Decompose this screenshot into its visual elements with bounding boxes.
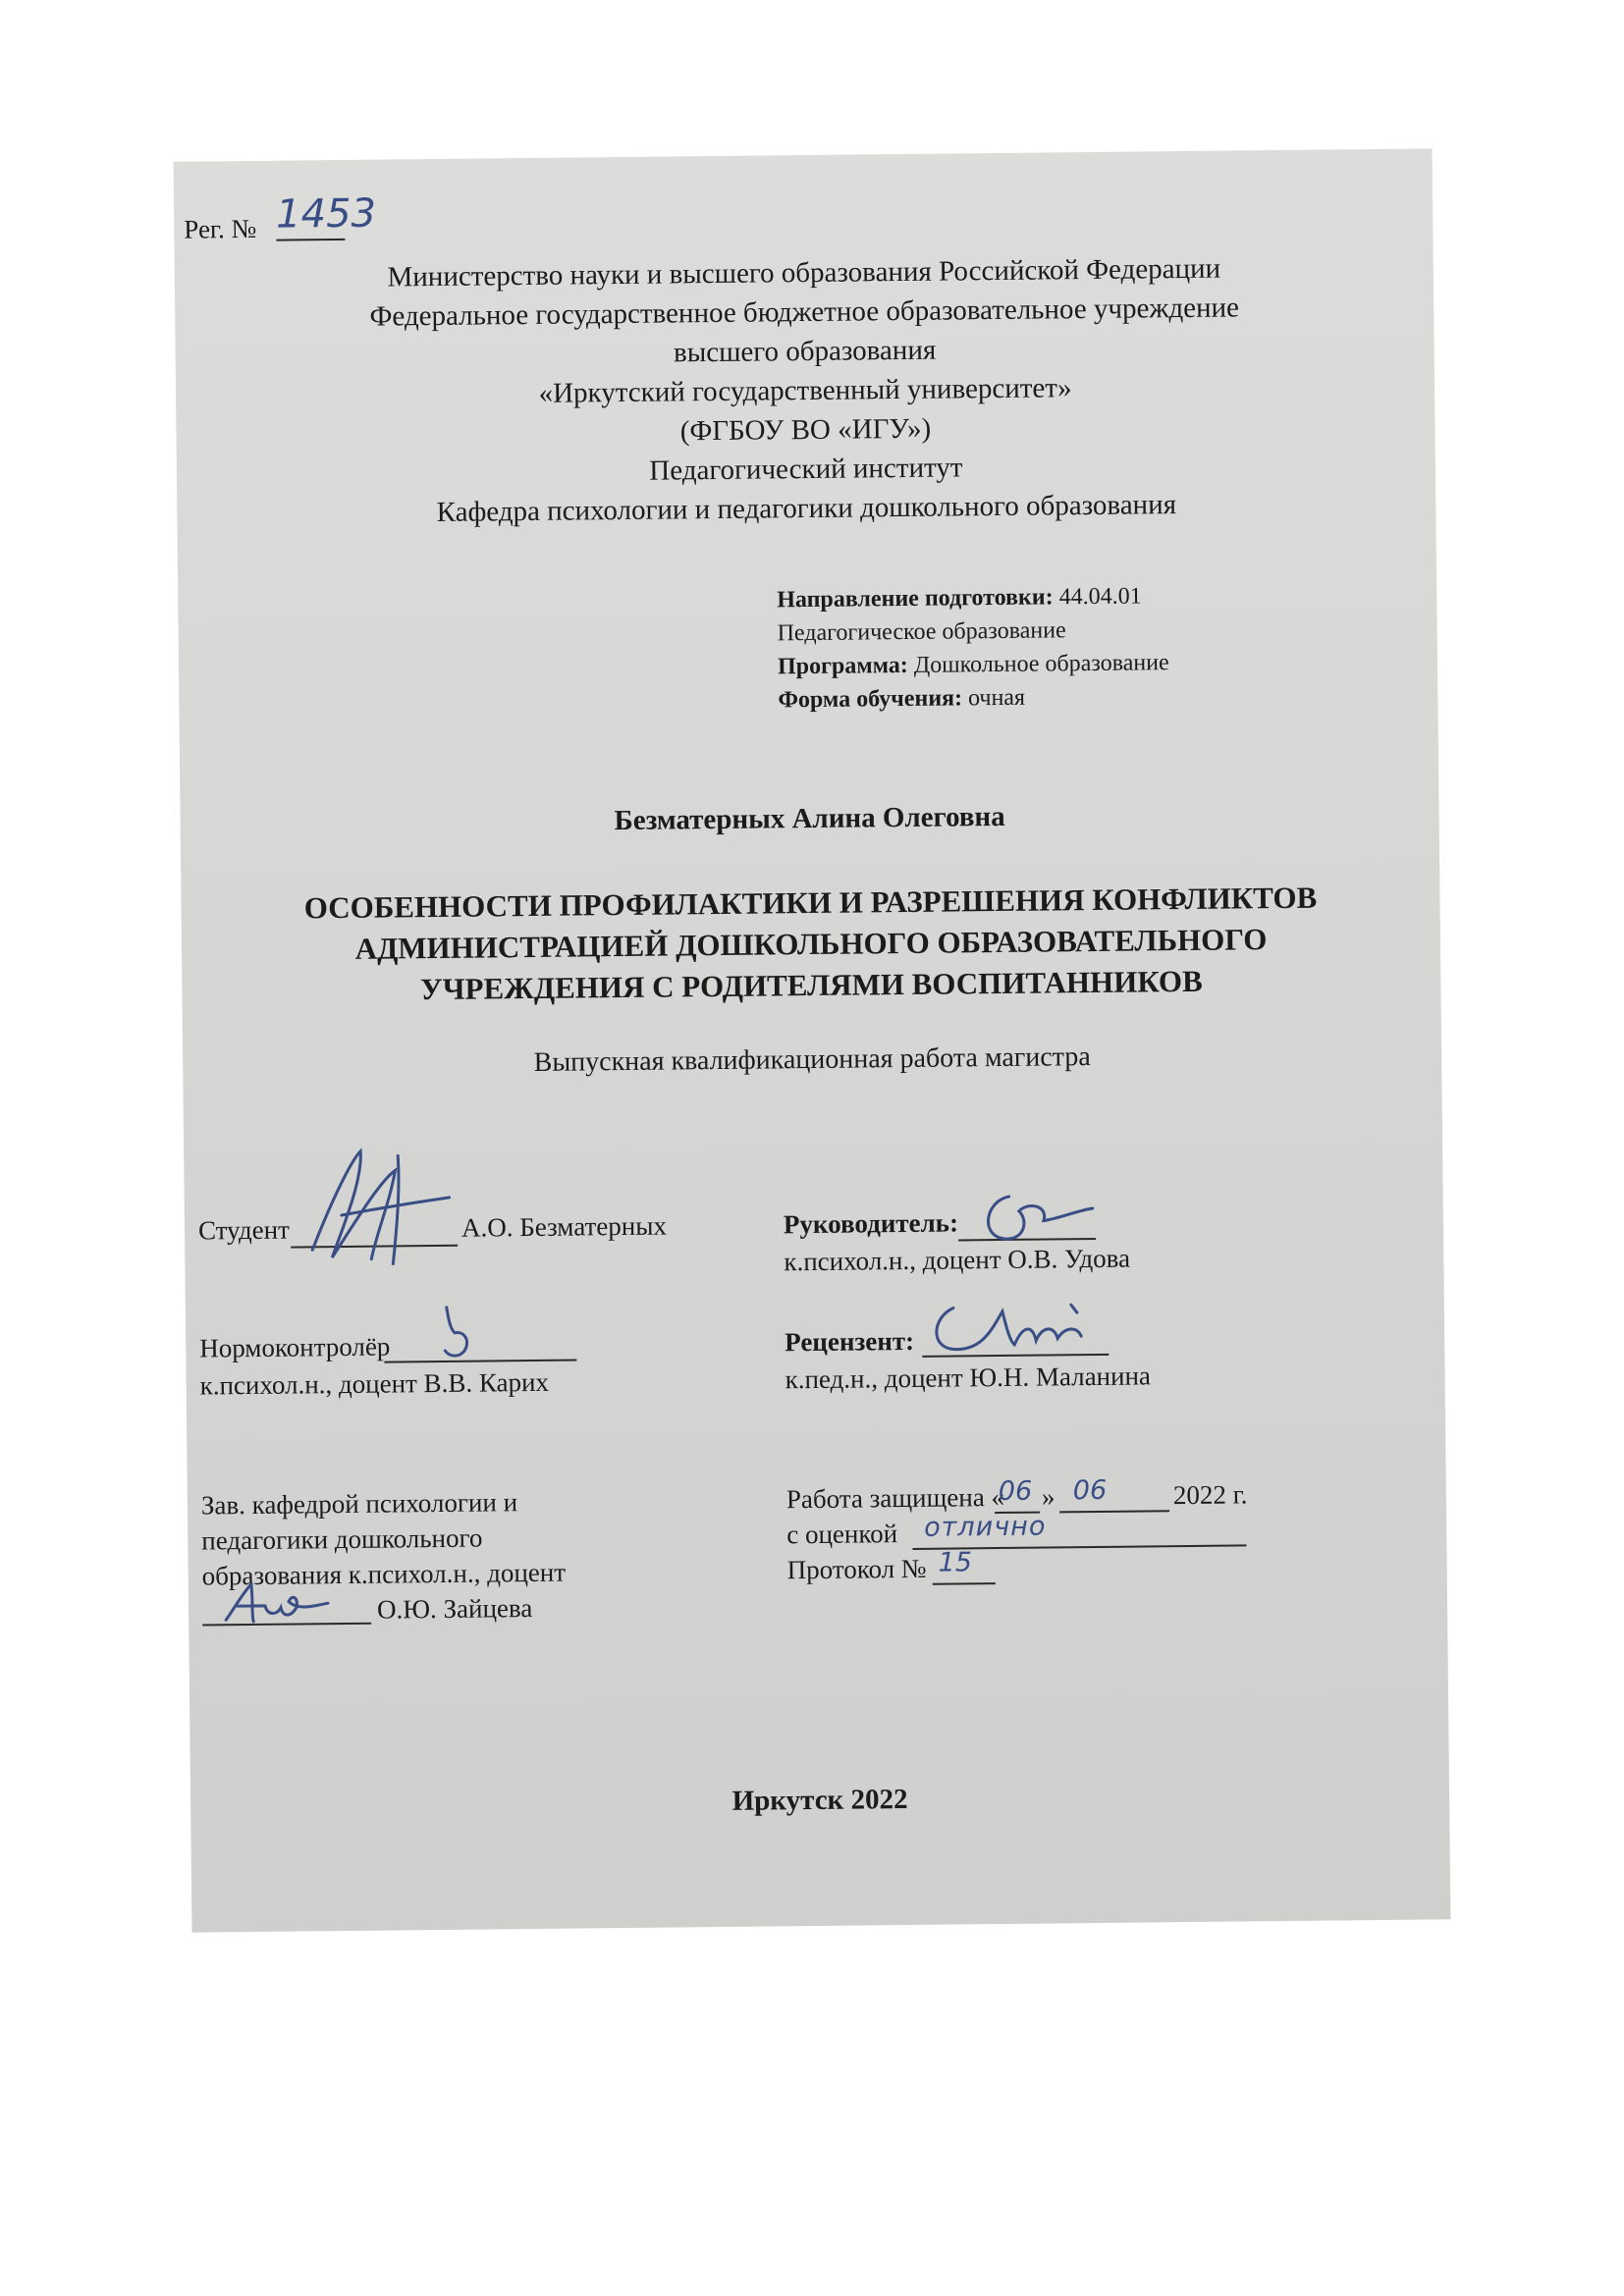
protocol-number: 15 (938, 1547, 973, 1578)
head-line-2: педагогики дошкольного (201, 1522, 483, 1556)
thesis-title-line-2: АДМИНИСТРАЦИЕЙ ДОШКОЛЬНОГО ОБРАЗОВАТЕЛЬНОГО (354, 922, 1268, 966)
reg-underline (276, 239, 345, 241)
supervisor-label: Руководитель: (783, 1207, 959, 1240)
defense-month-line (1059, 1510, 1169, 1513)
direction-label: Направление подготовки: (777, 584, 1054, 614)
head-line-1: Зав. кафедрой психологии и (200, 1487, 518, 1521)
program-label: Программа: (777, 652, 908, 680)
document-page (174, 148, 1451, 1932)
direction-name: Педагогическое образование (777, 617, 1066, 647)
normcontrol-signature (435, 1302, 485, 1367)
head-signature (218, 1575, 366, 1630)
program-value: Дошкольное образование (913, 650, 1169, 678)
reviewer-degree: к.пед.н., доцент Ю.Н. Маланина (785, 1361, 1152, 1395)
reviewer-label: Рецензент: (785, 1325, 915, 1358)
reg-number: 1453 (275, 190, 377, 238)
defense-prefix: Работа защищена « (785, 1481, 1005, 1515)
department-name: Кафедра психологии и педагогики дошкольного образования (436, 489, 1177, 528)
direction-line (777, 583, 1142, 614)
protocol-label: Протокол № (786, 1553, 927, 1585)
form-line (778, 685, 1025, 715)
student-signature (301, 1141, 460, 1270)
protocol-line (933, 1582, 996, 1585)
grade-label: с оценкой (786, 1519, 898, 1550)
form-label: Форма обучения: (778, 685, 963, 714)
head-line-3: образования к.психол.н., доцент (201, 1557, 567, 1591)
defense-year: 2022 г. (1172, 1479, 1248, 1511)
supervisor-degree: к.психол.н., доцент О.В. Удова (784, 1243, 1131, 1277)
university-name: «Иркутский государственный университет» (538, 372, 1072, 409)
supervisor-signature (970, 1181, 1099, 1251)
direction-code: 44.04.01 (1058, 583, 1142, 611)
thesis-title-line-3: УЧРЕЖДЕНИЯ С РОДИТЕЛЯМИ ВОСПИТАННИКОВ (419, 963, 1203, 1007)
defense-month: 06 (1072, 1474, 1108, 1507)
normcontrol-degree: к.психол.н., доцент В.В. Карих (199, 1366, 550, 1401)
city-year: Иркутск 2022 (731, 1784, 908, 1817)
institution-line: Федеральное государственное бюджетное образовательное учреждение (369, 292, 1240, 333)
student-name: А.О. Безматерных (460, 1210, 668, 1243)
university-abbr: (ФГБОУ ВО «ИГУ») (679, 412, 932, 448)
defense-day: 06 (998, 1475, 1033, 1508)
ministry-line: Министерство науки и высшего образования Российской Федерации (387, 252, 1221, 294)
author-name: Безматерных Алина Олеговна (614, 800, 1005, 837)
work-type: Выпускная квалификационная работа магистра (533, 1041, 1091, 1078)
normcontrol-label: Нормоконтролёр (199, 1331, 391, 1363)
reg-label: Рег. № (184, 213, 257, 244)
institute-name: Педагогический институт (649, 452, 963, 487)
thesis-title-line-1: ОСОБЕННОСТИ ПРОФИЛАКТИКИ И РАЗРЕШЕНИЯ КОНФЛИКТОВ (303, 880, 1318, 926)
head-name: О.Ю. Зайцева (376, 1593, 533, 1625)
defense-quote-close: » (1041, 1481, 1056, 1512)
institution-type-line: высшего образования (673, 334, 937, 369)
form-value: очная (967, 684, 1026, 712)
grade-value: отлично (924, 1511, 1047, 1543)
reviewer-signature (924, 1297, 1111, 1362)
program-line (778, 650, 1169, 680)
student-label: Студент (197, 1214, 291, 1246)
